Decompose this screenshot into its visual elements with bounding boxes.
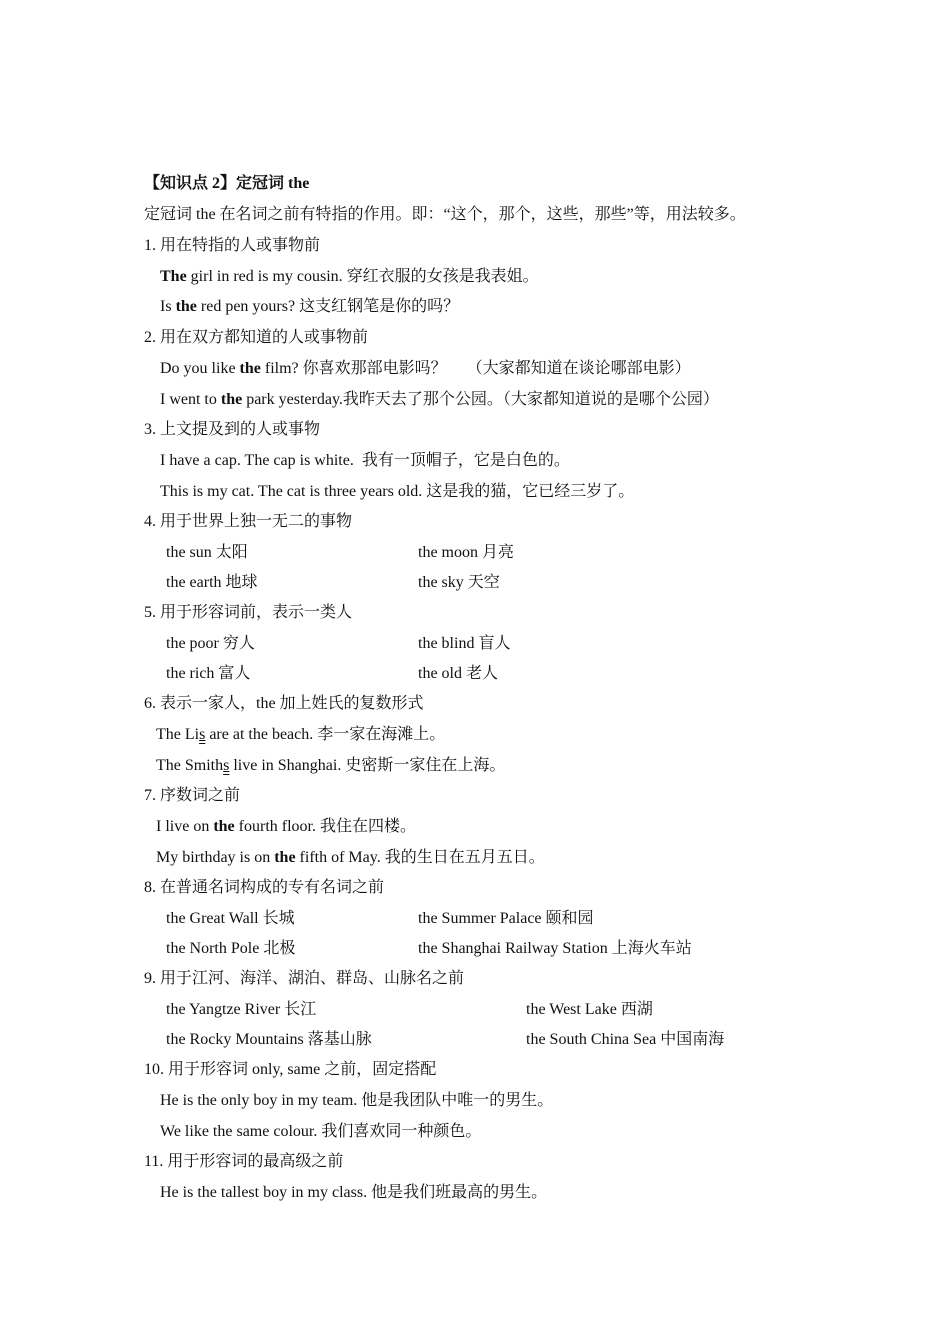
rule-8-title: 8. 在普通名词构成的专有名词之前	[144, 879, 385, 896]
example-text: girl in red is my cousin. 穿红衣服的女孩是我表姐。	[186, 268, 539, 285]
section-heading	[144, 174, 309, 194]
bold-the: the	[175, 298, 197, 315]
example-text: Do you like	[160, 360, 240, 377]
rule-7-title: 7. 序数词之前	[144, 787, 241, 804]
rule-5-item: the rich 富人	[166, 665, 251, 682]
example-text: live in Shanghai. 史密斯一家住在上海。	[229, 757, 506, 774]
bold-the: The	[160, 268, 187, 285]
rule-1-example-2	[160, 297, 459, 317]
rule-9-item: the West Lake 西湖	[526, 1001, 653, 1018]
rule-5-item: the poor 穷人	[166, 635, 255, 652]
rule-4-item: the sun 太阳	[166, 544, 248, 561]
rule-3-example-2: This is my cat. The cat is three years old. 这是我的猫，它已经三岁了。	[160, 483, 635, 500]
rule-2-example-1	[160, 359, 691, 379]
example-text: My birthday is on	[156, 849, 275, 866]
rule-9-item: the South China Sea 中国南海	[526, 1031, 725, 1048]
example-text: are at the beach. 李一家在海滩上。	[205, 726, 446, 743]
example-text: park yesterday.我昨天去了那个公园。（大家都知道说的是哪个公园）	[242, 391, 719, 408]
rule-10-example-2: We like the same colour. 我们喜欢同一种颜色。	[160, 1123, 482, 1140]
example-text: red pen yours? 这支红钢笔是你的吗？	[196, 298, 460, 315]
rule-9-item: the Rocky Mountains 落基山脉	[166, 1031, 372, 1048]
rule-5-item: the old 老人	[418, 665, 498, 682]
example-text: The Li	[156, 726, 200, 743]
example-text: I live on	[156, 818, 214, 835]
rule-8-item: the Summer Palace 颐和园	[418, 910, 594, 927]
rule-8-item: the Shanghai Railway Station 上海火车站	[418, 940, 692, 957]
rule-6-example-1	[156, 725, 445, 745]
rule-7-example-2	[156, 848, 545, 868]
heading-prefix: 【知识点 2】定冠词	[144, 175, 289, 192]
rule-5-title: 5. 用于形容词前，表示一类人	[144, 604, 353, 621]
rule-11-title: 11. 用于形容词的最高级之前	[144, 1153, 344, 1170]
rule-4-item: the earth 地球	[166, 574, 258, 591]
example-text: fifth of May. 我的生日在五月五日。	[295, 849, 545, 866]
bold-the: the	[213, 818, 235, 835]
rule-3-example-1: I have a cap. The cap is white. 我有一顶帽子，它是白色的。	[160, 452, 570, 469]
rule-4-item: the moon 月亮	[418, 544, 514, 561]
rule-5-item: the blind 盲人	[418, 635, 511, 652]
rule-1-title: 1. 用在特指的人或事物前	[144, 237, 321, 254]
rule-4-title: 4. 用于世界上独一无二的事物	[144, 513, 353, 530]
example-text: The Smith	[156, 757, 224, 774]
rule-1-example-1	[160, 267, 539, 287]
bold-the: the	[220, 391, 243, 408]
rule-10-title: 10. 用于形容词 only, same 之前，固定搭配	[144, 1061, 437, 1078]
rule-6-example-2	[156, 756, 505, 776]
example-text: Is	[160, 298, 176, 315]
example-text: I went to	[160, 391, 221, 408]
intro-text: 定冠词 the 在名词之前有特指的作用。即：“这个，那个，这些，那些”等，用法较多。	[144, 206, 746, 223]
rule-8-item: the Great Wall 长城	[166, 910, 295, 927]
rule-2-example-2	[160, 390, 719, 410]
rule-11-example-1: He is the tallest boy in my class. 他是我们班最高的男生。	[160, 1184, 548, 1201]
bold-the: the	[274, 849, 296, 866]
underlined-plural-s: s	[199, 726, 206, 743]
rule-4-item: the sky 天空	[418, 574, 500, 591]
rule-2-title: 2. 用在双方都知道的人或事物前	[144, 329, 369, 346]
rule-3-title: 3. 上文提及到的人或事物	[144, 421, 321, 438]
bold-the: the	[239, 360, 261, 377]
example-text: fourth floor. 我住在四楼。	[234, 818, 416, 835]
rule-7-example-1	[156, 817, 416, 837]
heading-word: the	[288, 175, 310, 192]
underlined-plural-s: s	[223, 757, 230, 774]
rule-8-item: the North Pole 北极	[166, 940, 296, 957]
rule-6-title: 6. 表示一家人，the 加上姓氏的复数形式	[144, 695, 424, 712]
rule-9-item: the Yangtze River 长江	[166, 1001, 317, 1018]
rule-10-example-1: He is the only boy in my team. 他是我团队中唯一的男生。	[160, 1092, 554, 1109]
example-text: film? 你喜欢那部电影吗？ （大家都知道在谈论哪部电影）	[260, 360, 691, 377]
rule-9-title: 9. 用于江河、海洋、湖泊、群岛、山脉名之前	[144, 970, 465, 987]
